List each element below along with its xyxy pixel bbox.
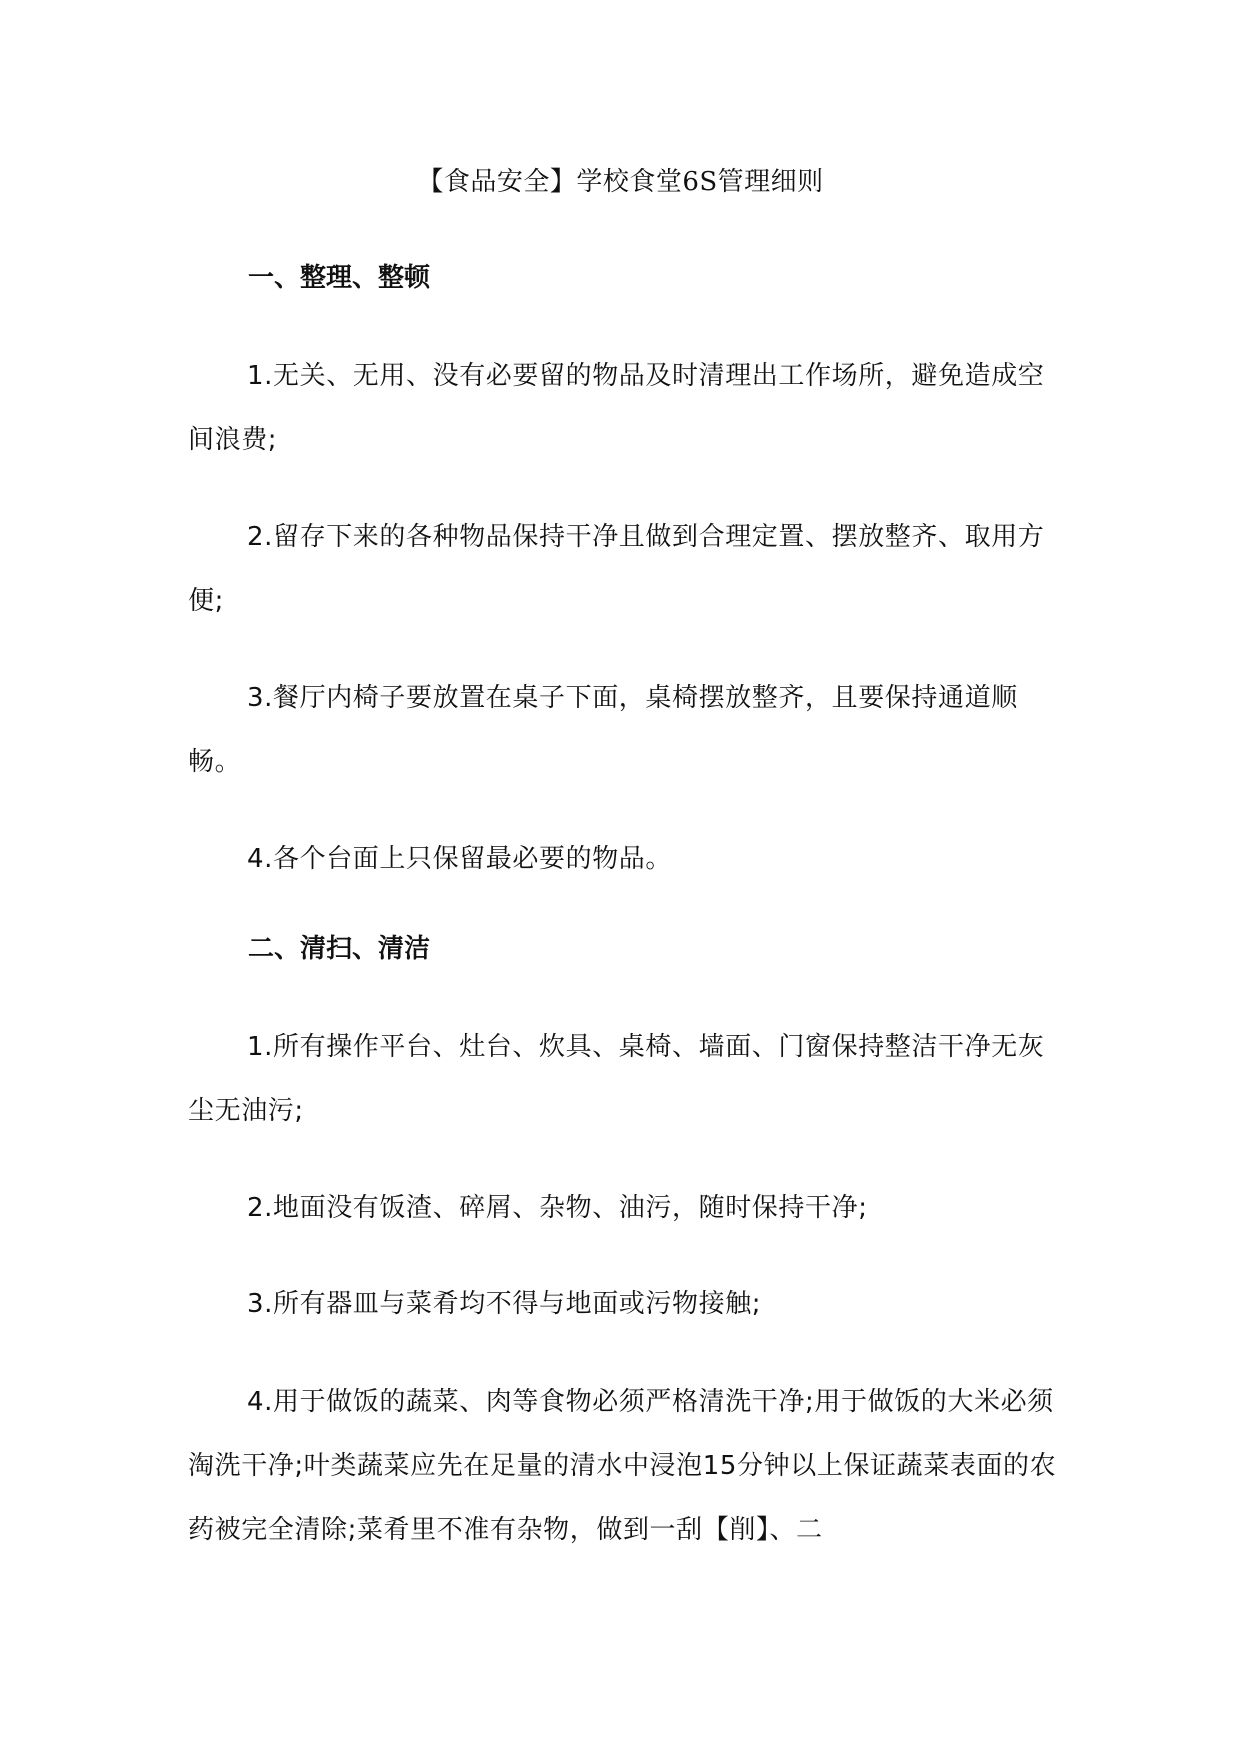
section-heading-clean: 二、清扫、清洁	[248, 934, 431, 964]
document-title: 【食品安全】学校食堂6S管理细则	[417, 167, 824, 197]
paragraph: 4.用于做饭的蔬菜、肉等食物必须严格清洗干净;用于做饭的大米必须淘洗干净;叶类蔬菜应先在足量的清水中浸泡15分钟以上保证蔬菜表面的农药被完全清除;菜肴里不准有杂物，做到一刮【削】、二	[188, 1387, 1057, 1545]
paragraph: 1.所有操作平台、灶台、炊具、桌椅、墙面、门窗保持整洁干净无灰尘无油污;	[188, 1032, 1045, 1126]
paragraph: 3.所有器皿与菜肴均不得与地面或污物接触;	[247, 1289, 762, 1319]
paragraph: 1.无关、无用、没有必要留的物品及时清理出工作场所，避免造成空间浪费;	[188, 361, 1045, 455]
section-heading-organize: 一、整理、整顿	[248, 263, 431, 293]
paragraph: 3.餐厅内椅子要放置在桌子下面，桌椅摆放整齐，且要保持通道顺畅。	[188, 683, 1018, 777]
paragraph: 2.地面没有饭渣、碎屑、杂物、油污，随时保持干净;	[247, 1193, 868, 1223]
paragraph: 4.各个台面上只保留最必要的物品。	[247, 844, 673, 874]
paragraph: 2.留存下来的各种物品保持干净且做到合理定置、摆放整齐、取用方便;	[188, 522, 1045, 616]
